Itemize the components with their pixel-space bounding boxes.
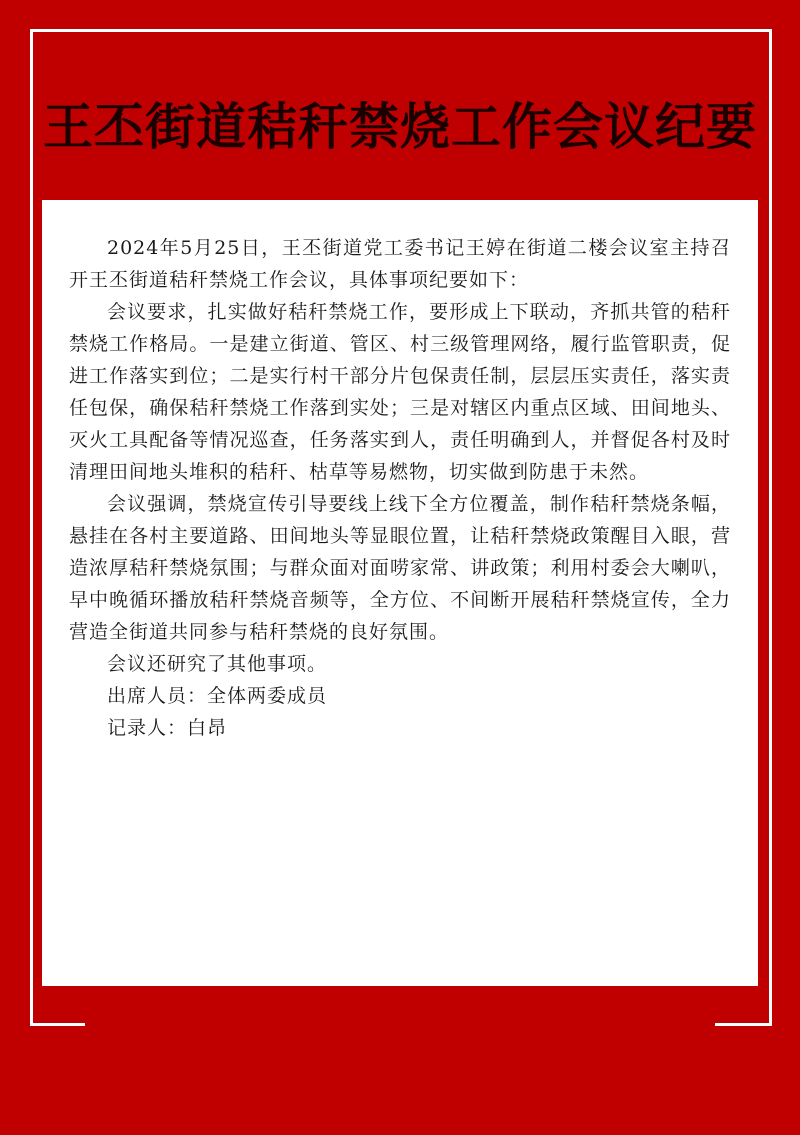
border-frame-bottom-right xyxy=(715,1023,772,1026)
paragraph-intro: 2024年5月25日，王丕街道党工委书记王婷在街道二楼会议室主持召开王丕街道秸秆禁烧工作会议，具体事项纪要如下： xyxy=(69,237,731,291)
paragraph-emphasis: 会议强调，禁烧宣传引导要线上线下全方位覆盖，制作秸秆禁烧条幅，悬挂在各村主要道路、田间地头等显眼位置，让秸秆禁烧政策醒目入眼，营造浓厚秸秆禁烧氛围；与群众面对面唠家常、讲政策；利用村委会大喇叭，早中晚循环播放秸秆禁烧音频等，全方位、不间断开展秸秆禁烧宣传，全力营造全街道共同参与秸秆禁烧的良好氛围。 xyxy=(69,493,731,643)
content-panel xyxy=(42,200,758,986)
document-body xyxy=(69,232,731,744)
paragraph-attendees: 出席人员：全体两委成员 xyxy=(107,685,328,707)
border-frame-left xyxy=(30,29,33,1026)
document-title: 王丕街道秸秆禁烧工作会议纪要 xyxy=(43,97,757,156)
paragraph-other-matters: 会议还研究了其他事项。 xyxy=(107,653,328,675)
border-frame-top xyxy=(30,29,772,32)
border-frame-right xyxy=(769,29,772,1026)
border-frame-bottom-left xyxy=(30,1023,85,1026)
paragraph-requirements: 会议要求，扎实做好秸秆禁烧工作，要形成上下联动，齐抓共管的秸秆禁烧工作格局。一是建立街道、管区、村三级管理网络，履行监管职责，促进工作落实到位；二是实行村干部分片包保责任制，层层压实责任，落实责任包保，确保秸秆禁烧工作落到实处；三是对辖区内重点区域、田间地头、灭火工具配备等情况巡查，任务落实到人，责任明确到人，并督促各村及时清理田间地头堆积的秸秆、枯草等易燃物，切实做到防患于未然。 xyxy=(69,301,731,483)
paragraph-recorder: 记录人：白昂 xyxy=(107,717,228,739)
